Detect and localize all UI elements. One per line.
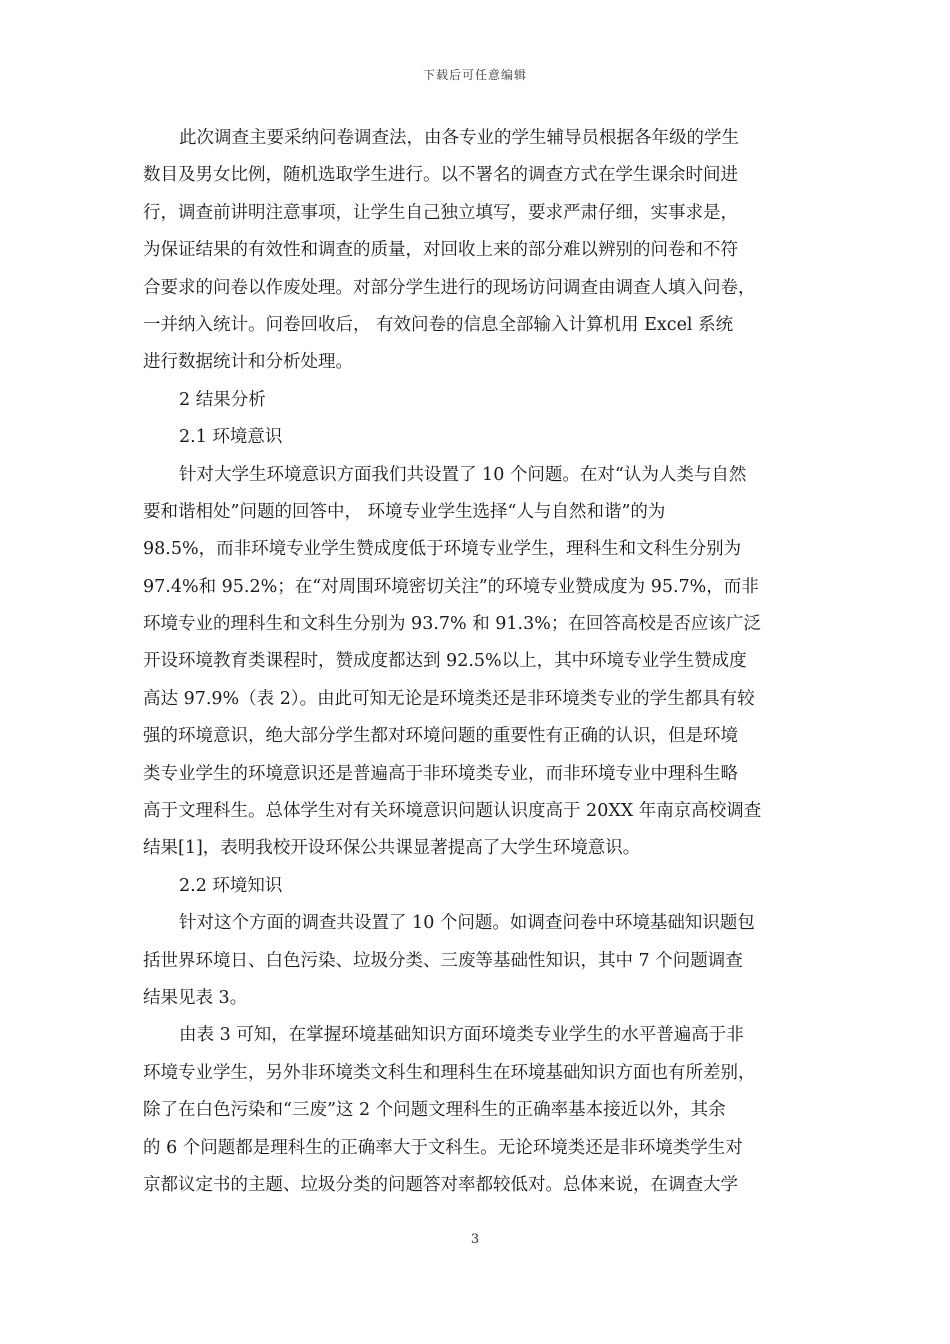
text-line: 进行数据统计和分析处理。 <box>143 352 353 373</box>
text-line: 行，调查前讲明注意事项，让学生自己独立填写，要求严肃仔细，实事求是， <box>143 202 738 223</box>
text-line: 数目及男女比例，随机选取学生进行。以不署名的调查方式在学生课余时间进 <box>143 165 738 186</box>
text-line: 京都议定书的主题、垃圾分类的问题答对率都较低对。总体来说，在调查大学 <box>143 1174 738 1195</box>
text-line: 97.4%和 95.2%；在“对周围环境密切关注”的环境专业赞成度为 95.7%，而非 <box>143 576 759 597</box>
subsection-heading-awareness: 2.1 环境意识 <box>179 427 283 448</box>
text-line: 的 6 个问题都是理科生的正确率大于文科生。无论环境类还是非环境类学生对 <box>143 1137 743 1158</box>
text-line: 98.5%，而非环境专业学生赞成度低于环境专业学生，理科生和文科生分别为 <box>143 539 742 560</box>
text-line: 高于文理科生。总体学生对有关环境意识问题认识度高于 20XX 年南京高校调查 <box>143 801 762 822</box>
text-line: 要和谐相处”问题的回答中， 环境专业学生选择“人与自然和谐”的为 <box>143 501 666 522</box>
text-line: 针对大学生环境意识方面我们共设置了 10 个问题。在对“认为人类与自然 <box>179 464 747 485</box>
text-line: 此次调查主要采纳问卷调查法，由各专业的学生辅导员根据各年级的学生 <box>179 128 739 148</box>
text-line: 结果[1]，表明我校开设环保公共课显著提高了大学生环境意识。 <box>143 838 641 859</box>
text-line: 一并纳入统计。问卷回收后， 有效问卷的信息全部输入计算机用 Excel 系统 <box>143 314 734 335</box>
text-line: 为保证结果的有效性和调查的质量，对回收上来的部分难以辨别的问卷和不符 <box>143 240 738 261</box>
page-number: 3 <box>470 1232 480 1247</box>
page-header: 下载后可任意编辑 <box>422 68 527 82</box>
subsection-heading-knowledge: 2.2 环境知识 <box>179 875 283 896</box>
text-line: 括世界环境日、白色污染、垃圾分类、三废等基础性知识，其中 7 个问题调查 <box>143 950 743 971</box>
text-line: 由表 3 可知，在掌握环境基础知识方面环境类专业学生的水平普遍高于非 <box>179 1025 744 1046</box>
text-line: 结果见表 3。 <box>143 987 248 1008</box>
text-line: 开设环境教育类课程时，赞成度都达到 92.5%以上，其中环境专业学生赞成度 <box>143 651 747 672</box>
section-heading-results: 2 结果分析 <box>179 389 266 410</box>
text-line: 除了在白色污染和“三废”这 2 个问题文理科生的正确率基本接近以外，其余 <box>143 1100 726 1121</box>
text-line: 合要求的问卷以作废处理。对部分学生进行的现场访问调查由调查人填入问卷， <box>143 277 756 298</box>
document-body <box>143 120 808 1204</box>
text-line: 类专业学生的环境意识还是普遍高于非环境类专业，而非环境专业中理科生略 <box>143 763 738 784</box>
text-line: 高达 97.9%（表 2）。由此可知无论是环境类还是非环境类专业的学生都具有较 <box>143 688 755 709</box>
text-line: 环境专业的理科生和文科生分别为 93.7% 和 91.3%；在回答高校是否应该广泛 <box>143 614 761 635</box>
text-line: 强的环境意识，绝大部分学生都对环境问题的重要性有正确的认识，但是环境 <box>143 726 738 747</box>
text-line: 环境专业学生，另外非环境类文科生和理科生在环境基础知识方面也有所差别， <box>143 1062 756 1083</box>
text-line: 针对这个方面的调查共设置了 10 个问题。如调查问卷中环境基础知识题包 <box>179 913 755 934</box>
